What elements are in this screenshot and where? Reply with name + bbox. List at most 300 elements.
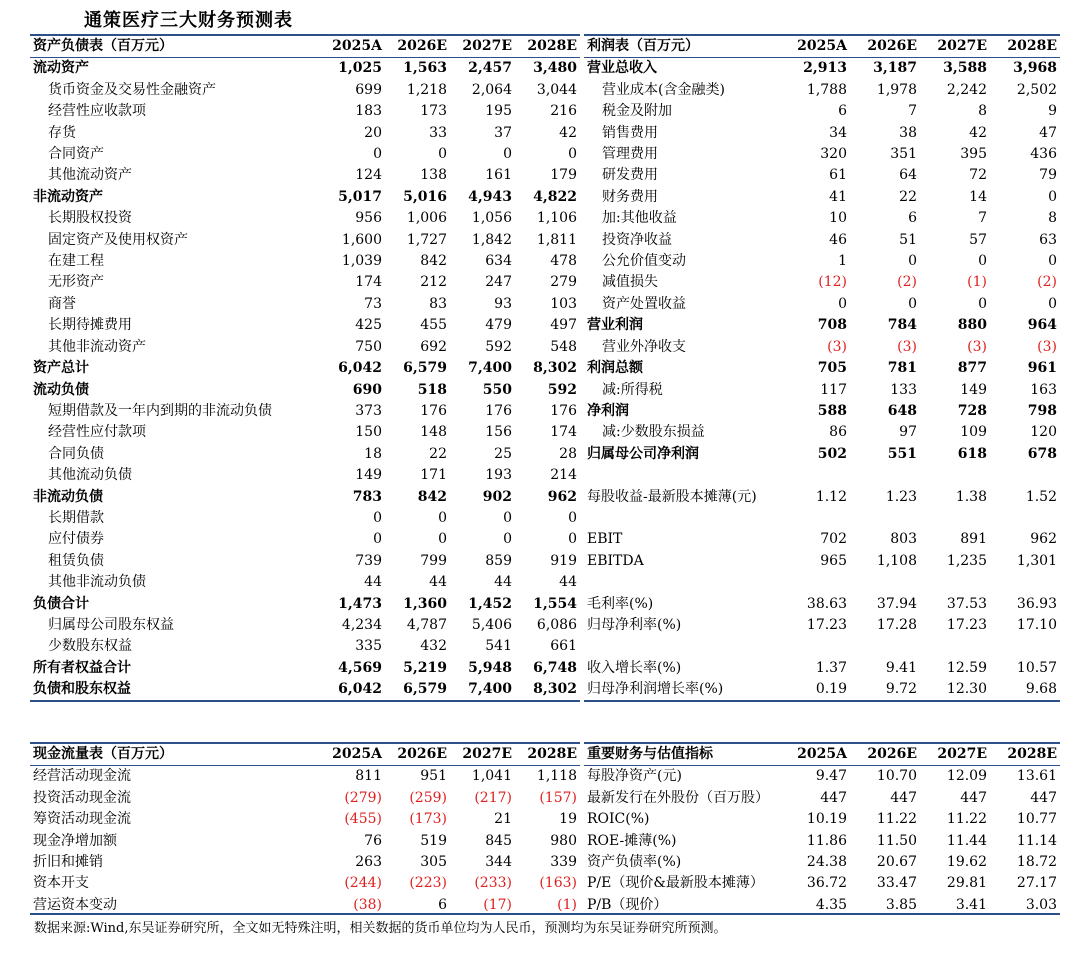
cell-value: 541 [485,638,512,655]
cell-value: 0 [1048,295,1057,312]
cell-value: 6,086 [536,616,577,633]
row-label: 资产负债率(%) [587,854,682,871]
cell-value: (217) [474,789,512,806]
cell-value: 877 [957,360,987,377]
cell-value: 37.53 [946,595,987,612]
table-row [584,315,1060,336]
table-row [30,144,580,165]
cell-value: 3,044 [536,81,577,98]
cell-value: 799 [420,552,447,569]
year-header: 2027E [462,746,512,762]
cell-value: 6 [438,896,447,913]
cell-value: 1,108 [876,552,917,569]
cell-value: 961 [1027,360,1057,377]
row-label: 少数股东权益 [48,638,132,655]
cell-value: 1.38 [955,488,987,505]
cell-value: 1 [838,253,847,270]
row-label: 财务费用 [602,188,658,205]
cell-value: 6,042 [338,681,382,698]
row-label: 归属母公司股东权益 [48,616,174,633]
cell-value: 44 [559,574,577,591]
row-label: 研发费用 [602,167,658,184]
table-row [584,594,1060,615]
cell-value: 37 [494,124,512,141]
cell-value: 0 [373,146,382,163]
cell-value: 478 [550,253,577,270]
cell-value: 22 [429,445,447,462]
cell-value: 18 [364,445,382,462]
cell-value: (455) [344,811,382,828]
cell-value: 36.72 [806,875,847,892]
cell-value: 436 [1030,146,1057,163]
cell-value: 0 [373,509,382,526]
cell-value: 11.14 [1016,832,1057,849]
year-header: 2028E [527,38,577,54]
cell-value: 447 [890,789,917,806]
cell-value: 174 [550,424,577,441]
cell-value: (2) [897,274,917,291]
cell-value: 156 [485,424,512,441]
row-label: 归母净利率(%) [587,616,682,633]
table-header-row [30,35,580,58]
cell-value: 4,569 [338,659,382,676]
row-label: 经营活动现金流 [33,768,131,785]
cell-value: 0 [568,531,577,548]
cell-value: 64 [899,167,917,184]
cell-value: (259) [409,789,447,806]
cell-value: 0 [568,509,577,526]
row-label: 合同负债 [48,445,104,462]
table-row [30,380,580,401]
cell-value: 1,842 [471,231,512,248]
table-row [584,230,1060,251]
cell-value: 902 [482,488,512,505]
cell-value: 10.70 [876,768,917,785]
table-row [30,766,580,788]
row-label: 现金净增加额 [33,832,117,849]
cell-value: 83 [429,295,447,312]
row-label: 存货 [48,124,76,141]
cell-value: 42 [969,124,987,141]
cell-value: (1) [967,274,987,291]
cell-value: 6 [838,103,847,120]
cell-value: 3.41 [955,896,987,913]
row-label: 筹资活动现金流 [33,811,131,828]
table-row [30,551,580,572]
cell-value: (3) [1037,338,1057,355]
cell-value: 980 [550,832,577,849]
cell-value: 21 [494,811,512,828]
row-label: 在建工程 [48,253,104,270]
row-label: ROIC(%) [587,811,650,828]
cell-value: 1,056 [471,210,512,227]
row-label: P/E（现价&最新股本摊薄） [587,875,764,892]
cell-value: 12.59 [946,659,987,676]
table-row [30,58,580,80]
cell-value: 1.37 [815,659,847,676]
cell-value: 803 [890,531,917,548]
cell-value: 2,457 [468,60,512,77]
table-row [584,658,1060,679]
cell-value: (12) [818,274,847,291]
table-row [30,208,580,229]
cell-value: (3) [897,338,917,355]
cell-value: 51 [899,231,917,248]
table-row [30,230,580,251]
table-row [30,422,580,443]
cell-value: 1,301 [1016,552,1057,569]
row-label [584,465,780,486]
table-bottom-rule [584,700,1060,702]
table-bottom-rule [30,700,580,702]
cell-value: 14 [969,188,987,205]
row-label: 营业利润 [587,317,643,334]
cell-value: 962 [547,488,577,505]
cell-value [780,508,850,529]
table-row [30,465,580,486]
cell-value: 1,041 [471,768,512,785]
table-row [30,529,580,550]
row-label: 应付债券 [48,531,104,548]
table-row [30,852,580,873]
cell-value: 33 [429,124,447,141]
cell-value: 728 [957,402,987,419]
cell-value: 9.72 [885,681,917,698]
table-row [584,615,1060,636]
cell-value: 592 [547,381,577,398]
year-header: 2025A [797,38,847,54]
table-row [30,831,580,852]
row-label: 其他流动负债 [48,467,132,484]
cell-value [990,465,1060,486]
cell-value: 72 [969,167,987,184]
row-label [584,508,780,529]
year-header: 2025A [332,746,382,762]
cell-value: 44 [364,574,382,591]
cell-value: 33.47 [876,875,917,892]
row-label: 资本开支 [33,875,89,892]
cell-value: 678 [1027,445,1057,462]
cell-value: 173 [420,103,447,120]
cell-value: 8 [1048,210,1057,227]
row-label: 毛利率(%) [587,595,654,612]
cell-value: 8,302 [533,360,577,377]
cell-value: 798 [1027,402,1057,419]
cell-value: 133 [890,381,917,398]
cell-value: 519 [420,832,447,849]
table-row [30,658,580,679]
cell-value: 548 [550,338,577,355]
cell-value: 17.10 [1016,616,1057,633]
cell-value: 13.61 [1016,768,1057,785]
cell-value: (1) [557,896,577,913]
row-label: 营运资本变动 [33,896,117,913]
cell-value: 11.50 [876,832,917,849]
table-row [30,508,580,529]
cell-value: 7,400 [468,681,512,698]
cell-value: 550 [482,381,512,398]
cell-value: 1,118 [536,768,577,785]
cell-value: 8,302 [533,681,577,698]
cell-value: 10.19 [806,811,847,828]
cell-value: 1,235 [946,552,987,569]
cell-value: 19.62 [946,854,987,871]
cell-value: 447 [960,789,987,806]
cell-value: 1,978 [876,81,917,98]
table-row [584,422,1060,443]
year-header: 2027E [937,746,987,762]
cell-value: (244) [344,875,382,892]
table-row [584,187,1060,208]
cell-value [780,465,850,486]
row-label: 税金及附加 [602,103,672,120]
table-row [584,80,1060,101]
cell-value: 1,600 [341,231,382,248]
cell-value: 479 [485,317,512,334]
row-label: 租赁负债 [48,552,104,569]
cell-value: 44 [494,574,512,591]
row-label: 其他流动资产 [48,167,132,184]
table-row [584,873,1060,894]
cell-value: 5,948 [468,659,512,676]
cell-value: 161 [485,167,512,184]
cell-value: 10.57 [1016,659,1057,676]
cell-value: 138 [420,167,447,184]
year-header: 2026E [397,38,447,54]
table-row [30,165,580,186]
cell-value: 0 [978,253,987,270]
row-label: 长期股权投资 [48,210,132,227]
cell-value: 2,502 [1016,81,1057,98]
cell-value: (3) [967,338,987,355]
cell-value: 1,360 [403,595,447,612]
row-label: 其他非流动资产 [48,338,146,355]
row-label: 利润总额 [587,360,643,377]
cell-value: 7 [908,103,917,120]
cell-value [920,508,990,529]
table-row [30,80,580,101]
cell-value [920,465,990,486]
table-row [584,465,1060,486]
cell-value: 93 [494,295,512,312]
cell-value: 0 [1048,188,1057,205]
footnote: 数据来源:Wind,东吴证券研究所，全文如无特殊注明，相关数据的货币单位均为人民币，预测均为东吴证券研究所预测。 [34,921,727,936]
cell-value: 1,473 [338,595,382,612]
cell-value: 859 [485,552,512,569]
cell-value [850,465,920,486]
cell-value: 551 [887,445,917,462]
cell-value: 19 [559,811,577,828]
cell-value: 1,554 [533,595,577,612]
cell-value: 1,788 [806,81,847,98]
cash-flow-table [30,742,580,916]
row-label: 每股收益-最新股本摊薄(元) [587,488,757,505]
cell-value: 4,822 [533,188,577,205]
cell-value [990,508,1060,529]
table-row [584,636,1060,657]
cell-value: 24.38 [806,854,847,871]
cell-value: 37.94 [876,595,917,612]
table-row [30,358,580,379]
row-label: 非流动负债 [33,488,103,505]
cell-value: 373 [355,402,382,419]
cell-value: 47 [1039,124,1057,141]
cell-value: 2,913 [803,60,847,77]
cell-value: 12.30 [946,681,987,698]
cell-value: 149 [355,467,382,484]
cell-value: 432 [420,638,447,655]
cell-value: 124 [355,167,382,184]
cell-value: 708 [817,317,847,334]
cell-value: 46 [829,231,847,248]
cell-value: 9 [1048,103,1057,120]
cell-value: 214 [550,467,577,484]
cell-value: 0 [503,531,512,548]
cell-value: 1,811 [536,231,577,248]
cell-value: 1.52 [1025,488,1057,505]
cell-value: 592 [485,338,512,355]
cell-value: 842 [417,488,447,505]
cell-value: 38.63 [806,595,847,612]
cell-value: 705 [817,360,847,377]
year-header: 2025A [797,746,847,762]
cell-value: 27.17 [1016,875,1057,892]
cell-value: 6,579 [403,360,447,377]
cell-value: 176 [550,402,577,419]
cell-value: 17.28 [876,616,917,633]
table-row [584,208,1060,229]
cell-value: 183 [355,103,382,120]
cell-value: 11.22 [946,811,987,828]
cell-value: 6 [908,210,917,227]
row-label: 短期借款及一年内到期的非流动负债 [48,402,272,419]
cell-value: 3,968 [1013,60,1057,77]
cell-value: (173) [409,811,447,828]
table-row [584,358,1060,379]
cell-value [920,572,990,593]
cell-value: 956 [355,210,382,227]
year-header: 2026E [397,746,447,762]
cell-value: 739 [355,552,382,569]
cell-value: 18.72 [1016,854,1057,871]
cell-value: 690 [352,381,382,398]
row-label: 净利润 [587,402,629,419]
cell-value: 965 [820,552,847,569]
row-label: 归母净利润增长率(%) [587,681,724,698]
row-label: 管理费用 [602,146,658,163]
row-label: 非流动资产 [33,188,103,205]
table-row [30,572,580,593]
cell-value: 1,727 [406,231,447,248]
year-header: 2028E [527,746,577,762]
cell-value: 951 [420,768,447,785]
cell-value: 1,218 [406,81,447,98]
row-label: 归属母公司净利润 [587,445,699,462]
cell-value: (223) [409,875,447,892]
cell-value: 0 [503,509,512,526]
cell-value: 3.85 [885,896,917,913]
cell-value: 195 [485,103,512,120]
cell-value: 97 [899,424,917,441]
cell-value: 5,219 [403,659,447,676]
table-row [30,123,580,144]
cell-value: 103 [550,295,577,312]
cell-value: 891 [960,531,987,548]
cell-value: 634 [485,253,512,270]
cell-value: 497 [550,317,577,334]
table-row [584,572,1060,593]
table-row [584,165,1060,186]
cell-value: 964 [1027,317,1057,334]
cell-value: 9.47 [815,768,847,785]
cell-value: 117 [820,381,847,398]
row-label: 公允价值变动 [602,253,686,270]
cell-value: 279 [550,274,577,291]
cell-value: 25 [494,445,512,462]
cell-value: 7 [978,210,987,227]
table-row [30,294,580,315]
table-header-row [584,743,1060,766]
year-header: 2028E [1007,746,1057,762]
row-label: 无形资产 [48,274,104,291]
cell-value: 0 [373,531,382,548]
cell-value: 29.81 [946,875,987,892]
cell-value: 5,406 [471,616,512,633]
cell-value: 1,106 [536,210,577,227]
row-label: 合同资产 [48,146,104,163]
cell-value: 171 [420,467,447,484]
row-label: 减:所得税 [602,381,663,398]
table-row [584,401,1060,422]
cell-value: 17.23 [806,616,847,633]
cell-value: 0 [438,146,447,163]
cell-value: 4,787 [406,616,447,633]
cell-value: 781 [887,360,917,377]
table-row [30,272,580,293]
row-label: 长期借款 [48,509,104,526]
table-bottom-rule [30,913,1060,915]
cell-value: 335 [355,638,382,655]
cell-value: 3,480 [533,60,577,77]
table-row [584,852,1060,873]
cell-value: 5,016 [403,188,447,205]
cell-value: 351 [890,146,917,163]
cell-value: 811 [355,768,382,785]
cell-value: 163 [1030,381,1057,398]
row-label: 投资活动现金流 [33,789,131,806]
table-row [30,594,580,615]
year-header: 2027E [937,38,987,54]
table-row [30,636,580,657]
cell-value: 36.93 [1016,595,1057,612]
row-label: 营业外净收支 [602,338,686,355]
cell-value: 425 [355,317,382,334]
cell-value: 502 [817,445,847,462]
cell-value: 750 [355,338,382,355]
row-label: EBIT [587,531,623,548]
row-label: 营业总收入 [587,60,657,77]
cell-value [850,636,920,657]
row-label: 折旧和摊销 [33,854,103,871]
cell-value: 339 [550,854,577,871]
cell-value: 0 [1048,253,1057,270]
row-label: 营业成本(含金融类) [602,81,725,98]
row-label: 减值损失 [602,274,658,291]
cell-value: 6,748 [533,659,577,676]
income-statement-table [584,34,1060,701]
balance-sheet-table [30,34,580,701]
table-row [30,315,580,336]
